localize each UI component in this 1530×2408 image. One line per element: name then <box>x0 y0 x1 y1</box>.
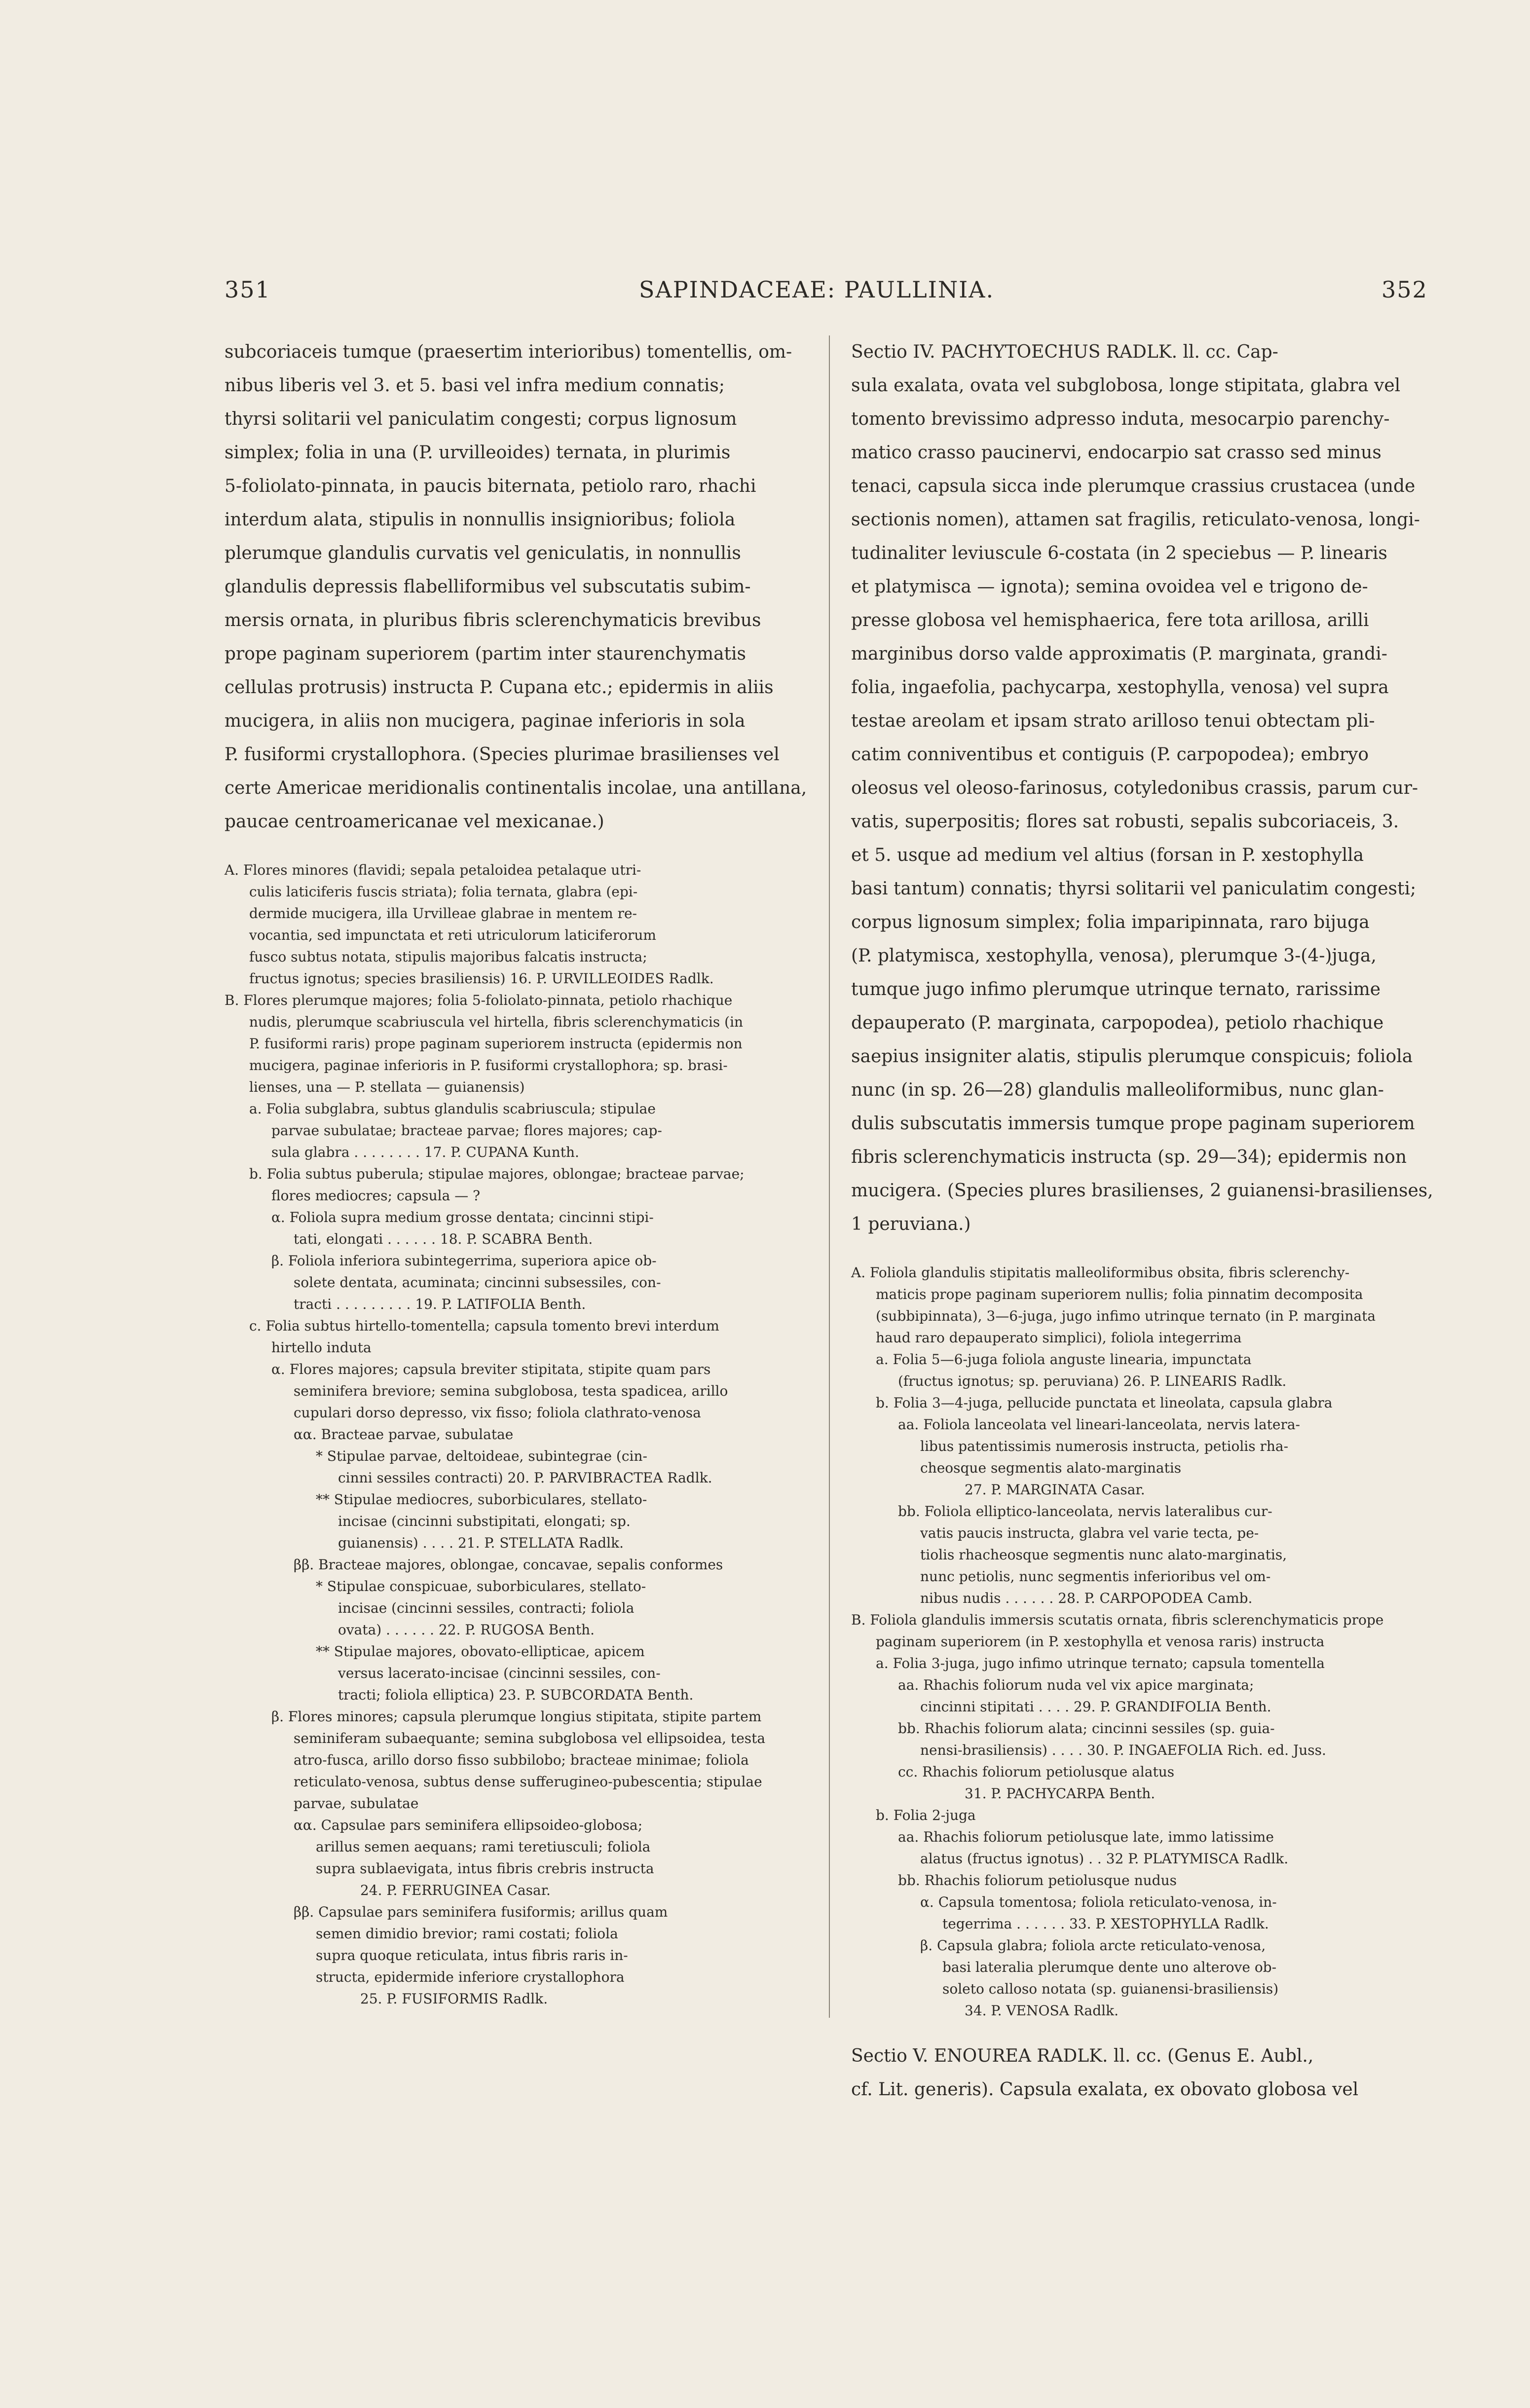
key-line: haud raro depauperato simplici), foliola integerrima <box>876 1330 1242 1346</box>
text-line: P. fusiformi crystallophora. (Species plurimae brasilienses vel <box>224 744 780 765</box>
sectio-v-paragraph <box>851 2039 1433 2107</box>
key-line: structa, epidermide inferiore crystallophora <box>316 1969 625 1985</box>
key-line: αα. Capsulae pars seminifera ellipsoideo-globosa; <box>294 1817 643 1833</box>
key-line: cupulari dorso depresso, vix fisso; foliola clathrato-venosa <box>294 1405 701 1421</box>
key-line: semen dimidio brevior; rami costati; foliola <box>316 1926 618 1942</box>
key-line: β. Foliola inferiora subintegerrima, superiora apice ob- <box>271 1253 657 1269</box>
key-line: * Stipulae parvae, deltoideae, subintegrae (cin- <box>316 1448 647 1464</box>
key-line: * Stipulae conspicuae, suborbiculares, stellato- <box>316 1578 646 1594</box>
text-line: certe Americae meridionalis continentalis incolae, una antillana, <box>224 778 807 798</box>
text-line: 1 peruviana.) <box>851 1214 971 1234</box>
text-line: folia, ingaefolia, pachycarpa, xestophylla, venosa) vel supra <box>851 677 1389 698</box>
key-line: β. Flores minores; capsula plerumque longius stipitata, stipite partem <box>271 1708 762 1725</box>
text-line: basi tantum) connatis; thyrsi solitarii vel paniculatim congesti; <box>851 879 1417 899</box>
right-species-key <box>851 1262 1433 2022</box>
text-line: Sectio IV. PACHYTOECHUS RADLK. ll. cc. Cap- <box>851 342 1278 362</box>
key-line: sula glabra . . . . . . . . 17. P. CUPANA Kunth. <box>271 1144 579 1160</box>
key-line: c. Folia subtus hirtello-tomentella; capsula tomento brevi interdum <box>249 1318 719 1334</box>
key-line: tracti; foliola elliptica) 23. P. SUBCORDATA Benth. <box>338 1687 694 1703</box>
key-line: alatus (fructus ignotus) . . 32 P. PLATYMISCA Radlk. <box>920 1851 1289 1867</box>
key-line: lienses, una — P. stellata — guianensis) <box>249 1079 525 1095</box>
text-line: cellulas protrusis) instructa P. Cupana etc.; epidermis in aliis <box>224 677 774 698</box>
text-line: interdum alata, stipulis in nonnullis insignioribus; foliola <box>224 510 736 530</box>
text-line: testae areolam et ipsam strato arilloso tenui obtectam pli- <box>851 711 1375 731</box>
key-line: reticulato-venosa, subtus dense sufferugineo-pubescentia; stipulae <box>294 1774 762 1790</box>
text-line: matico crasso paucinervi, endocarpio sat crasso sed minus <box>851 443 1381 463</box>
key-line: 27. P. MARGINATA Casar. <box>965 1482 1145 1498</box>
text-line: et platymisca — ignota); semina ovoidea vel e trigono de- <box>851 577 1368 597</box>
key-line: fructus ignotus; species brasiliensis) 16. P. URVILLEOIDES Radlk. <box>249 970 714 987</box>
key-line: P. fusiformi raris) prope paginam superiorem instructa (epidermis non <box>249 1036 743 1052</box>
key-line: nensi-brasiliensis) . . . . 30. P. INGAEFOLIA Rich. ed. Juss. <box>920 1742 1326 1758</box>
key-line: arillus semen aequans; rami teretiusculi; foliola <box>316 1839 651 1855</box>
key-line: libus patentissimis numerosis instructa, petiolis rha- <box>920 1438 1289 1454</box>
key-line: A. Flores minores (flavidi; sepala petaloidea petalaque utri- <box>224 862 641 878</box>
key-line: tracti . . . . . . . . . 19. P. LATIFOLIA Benth. <box>294 1296 586 1312</box>
key-line: B. Foliola glandulis immersis scutatis ornata, fibris sclerenchymaticis prope <box>851 1612 1384 1628</box>
text-line: mucigera. (Species plures brasilienses, 2 guianensi-brasilienses, <box>851 1181 1433 1201</box>
key-line: nudis, plerumque scabriuscula vel hirtella, fibris sclerenchymaticis (in <box>249 1014 744 1030</box>
key-line: B. Flores plerumque majores; folia 5-foliolato-pinnata, petiolo rhachique <box>224 992 733 1008</box>
key-line: 24. P. FERRUGINEA Casar. <box>360 1882 551 1898</box>
text-line: cf. Lit. generis). Capsula exalata, ex obovato globosa vel <box>851 2079 1359 2100</box>
key-line: 31. P. PACHYCARPA Benth. <box>965 1785 1156 1802</box>
key-line: versus lacerato-incisae (cincinni sessiles, con- <box>338 1665 661 1681</box>
text-line: dulis subscutatis immersis tumque prope paginam superiorem <box>851 1113 1415 1134</box>
key-line: paginam superiorem (in P. xestophylla et venosa raris) instructa <box>876 1633 1325 1650</box>
text-line: vatis, superpositis; flores sat robusti, sepalis subcoriaceis, 3. <box>851 812 1399 832</box>
key-line: hirtello induta <box>271 1339 372 1356</box>
key-line: 25. P. FUSIFORMIS Radlk. <box>360 1991 548 2007</box>
key-line: seminifera breviore; semina subglobosa, testa spadicea, arillo <box>294 1383 728 1399</box>
key-line: dermide mucigera, illa Urvilleae glabrae in mentem re- <box>249 905 637 922</box>
text-line: paucae centroamericanae vel mexicanae.) <box>224 812 604 832</box>
key-line: tati, elongati . . . . . . 18. P. SCABRA Benth. <box>294 1231 593 1247</box>
key-line: vatis paucis instructa, glabra vel varie tecta, pe- <box>920 1525 1259 1541</box>
key-line: (fructus ignotus; sp. peruviana) 26. P. LINEARIS Radlk. <box>898 1373 1287 1389</box>
text-line: Sectio V. ENOUREA RADLK. ll. cc. (Genus E. Aubl., <box>851 2046 1314 2066</box>
page-number-left: 351 <box>224 276 271 303</box>
key-line: bb. Rhachis foliorum petiolusque nudus <box>898 1872 1177 1889</box>
key-line: bb. Foliola elliptico-lanceolata, nervis lateralibus cur- <box>898 1503 1272 1519</box>
key-line: supra sublaevigata, intus fibris crebris instructa <box>316 1860 654 1877</box>
text-line: tomento brevissimo adpresso induta, mesocarpio parenchy- <box>851 409 1390 429</box>
key-line: b. Folia 3—4-juga, pellucide punctata et lineolata, capsula glabra <box>876 1395 1333 1411</box>
key-line: guianensis) . . . . 21. P. STELLATA Radlk. <box>338 1535 624 1551</box>
key-line: basi lateralia plerumque dente uno alterove ob- <box>942 1959 1277 1975</box>
key-line: α. Flores majores; capsula breviter stipitata, stipite quam pars <box>271 1361 711 1377</box>
key-line: aa. Foliola lanceolata vel lineari-lanceolata, nervis latera- <box>898 1416 1301 1433</box>
left-species-key <box>224 859 766 2010</box>
left-column <box>224 335 807 2010</box>
text-line: tenaci, capsula sicca inde plerumque crassius crustacea (unde <box>851 476 1416 496</box>
key-line: incisae (cincinni substipitati, elongati; sp. <box>338 1513 631 1529</box>
text-line: corpus lignosum simplex; folia imparipinnata, raro bijuga <box>851 912 1370 932</box>
key-line: atro-fusca, arillo dorso fisso subbilobo; bracteae minimae; foliola <box>294 1752 749 1768</box>
key-line: ββ. Capsulae pars seminifera fusiformis; arillus quam <box>294 1904 668 1920</box>
key-line: 34. P. VENOSA Radlk. <box>965 2002 1119 2019</box>
key-line: mucigera, paginae inferioris in P. fusiformi crystallophora; sp. brasi- <box>249 1057 728 1074</box>
key-line: b. Folia subtus puberula; stipulae majores, oblongae; bracteae parvae; <box>249 1166 745 1182</box>
page-number-right: 352 <box>1381 276 1428 303</box>
text-line: mucigera, in aliis non mucigera, paginae inferioris in sola <box>224 711 746 731</box>
text-line: oleosus vel oleoso-farinosus, cotyledonibus crassis, parum cur- <box>851 778 1418 798</box>
right-column <box>851 335 1433 2107</box>
key-line: α. Foliola supra medium grosse dentata; cincinni stipi- <box>271 1209 654 1225</box>
key-line: incisae (cincinni sessiles, contracti; foliola <box>338 1600 634 1616</box>
key-line: (subbipinnata), 3—6-juga, jugo infimo utrinque ternato (in P. marginata <box>876 1308 1376 1324</box>
text-line: glandulis depressis flabelliformibus vel subscutatis subim- <box>224 577 751 597</box>
key-line: cinni sessiles contracti) 20. P. PARVIBRACTEA Radlk. <box>338 1470 712 1486</box>
key-line: nunc petiolis, nunc segmentis inferioribus vel om- <box>920 1568 1271 1585</box>
key-line: seminiferam subaequante; semina subglobosa vel ellipsoidea, testa <box>294 1730 766 1746</box>
key-line: A. Foliola glandulis stipitatis malleoliformibus obsita, fibris sclerenchy- <box>851 1264 1350 1281</box>
text-line: nunc (in sp. 26—28) glandulis malleoliformibus, nunc glan- <box>851 1080 1384 1100</box>
sectio-iv-paragraph <box>851 335 1433 1241</box>
key-line: tiolis rhacheosque segmentis nunc alato-marginatis, <box>920 1547 1287 1563</box>
text-line: presse globosa vel hemisphaerica, fere tota arillosa, arilli <box>851 610 1369 630</box>
text-line: thyrsi solitarii vel paniculatim congesti; corpus lignosum <box>224 409 737 429</box>
key-line: tegerrima . . . . . . 33. P. XESTOPHYLLA Radlk. <box>942 1916 1269 1932</box>
text-line: sectionis nomen), attamen sat fragilis, reticulato-venosa, longi- <box>851 510 1420 530</box>
text-line: sula exalata, ovata vel subglobosa, longe stipitata, glabra vel <box>851 375 1401 396</box>
key-line: ** Stipulae majores, obovato-ellipticae, apicem <box>316 1643 645 1660</box>
key-line: a. Folia 5—6-juga foliola anguste linearia, impunctata <box>876 1351 1252 1368</box>
key-line: supra quoque reticulata, intus fibris raris in- <box>316 1947 628 1963</box>
key-line: cincinni stipitati . . . . 29. P. GRANDIFOLIA Benth. <box>920 1699 1271 1715</box>
text-line: saepius insigniter alatis, stipulis plerumque conspicuis; foliola <box>851 1046 1413 1067</box>
text-line: marginibus dorso valde approximatis (P. marginata, grandi- <box>851 644 1387 664</box>
left-intro-paragraph <box>224 335 807 839</box>
key-line: aa. Rhachis foliorum petiolusque late, immo latissime <box>898 1829 1274 1845</box>
key-line: vocantia, sed impunctata et reti utriculorum laticiferorum <box>249 927 656 943</box>
key-line: ββ. Bracteae majores, oblongae, concavae, sepalis conformes <box>294 1556 723 1573</box>
key-line: ovata) . . . . . . 22. P. RUGOSA Benth. <box>338 1622 595 1638</box>
text-line: fibris sclerenchymaticis instructa (sp. 29—34); epidermis non <box>851 1147 1407 1167</box>
key-line: flores mediocres; capsula — ? <box>271 1187 481 1204</box>
running-title: SAPINDACEAE: PAULLINIA. <box>639 276 995 303</box>
text-line: mersis ornata, in pluribus fibris sclerenchymaticis brevibus <box>224 610 761 630</box>
column-divider <box>829 335 830 2018</box>
text-line: depauperato (P. marginata, carpopodea), petiolo rhachique <box>851 1013 1384 1033</box>
key-line: bb. Rhachis foliorum alata; cincinni sessiles (sp. guia- <box>898 1720 1275 1737</box>
key-line: solete dentata, acuminata; cincinni subsessiles, con- <box>294 1274 661 1291</box>
key-line: fusco subtus notata, stipulis majoribus falcatis instructa; <box>249 949 647 965</box>
text-line: subcoriaceis tumque (praesertim interioribus) tomentellis, om- <box>224 342 792 362</box>
key-line: cc. Rhachis foliorum petiolusque alatus <box>898 1764 1175 1780</box>
key-line: α. Capsula tomentosa; foliola reticulato-venosa, in- <box>920 1894 1277 1910</box>
key-line: a. Folia subglabra, subtus glandulis scabriuscula; stipulae <box>249 1101 656 1117</box>
text-line: nibus liberis vel 3. et 5. basi vel infra medium connatis; <box>224 375 725 396</box>
key-line: maticis prope paginam superiorem nullis; folia pinnatim decomposita <box>876 1286 1363 1302</box>
key-line: b. Folia 2-juga <box>876 1807 976 1823</box>
text-line: plerumque glandulis curvatis vel geniculatis, in nonnullis <box>224 543 741 563</box>
text-line: tumque jugo infimo plerumque utrinque ternato, rarissime <box>851 979 1381 1000</box>
key-line: ** Stipulae mediocres, suborbiculares, stellato- <box>316 1491 647 1508</box>
text-line: et 5. usque ad medium vel altius (forsan in P. xestophylla <box>851 845 1364 865</box>
key-line: αα. Bracteae parvae, subulatae <box>294 1426 514 1443</box>
key-line: parvae subulatae; bracteae parvae; flores majores; cap- <box>271 1122 662 1139</box>
text-line: prope paginam superiorem (partim inter staurenchymatis <box>224 644 746 664</box>
key-line: cheosque segmentis alato-marginatis <box>920 1460 1182 1476</box>
key-line: aa. Rhachis foliorum nuda vel vix apice marginata; <box>898 1677 1254 1693</box>
text-line: simplex; folia in una (P. urvilleoides) ternata, in plurimis <box>224 443 731 463</box>
text-line: (P. platymisca, xestophylla, venosa), plerumque 3-(4-)juga, <box>851 946 1377 966</box>
key-line: parvae, subulatae <box>294 1795 419 1812</box>
key-line: a. Folia 3-juga, jugo infimo utrinque ternato; capsula tomentella <box>876 1655 1325 1671</box>
key-line: β. Capsula glabra; foliola arcte reticulato-venosa, <box>920 1937 1266 1954</box>
key-line: nibus nudis . . . . . . 28. P. CARPOPODEA Camb. <box>920 1590 1253 1606</box>
text-line: tudinaliter leviuscule 6-costata (in 2 speciebus — P. linearis <box>851 543 1387 563</box>
text-line: catim conniventibus et contiguis (P. carpopodea); embryo <box>851 744 1369 765</box>
text-line: 5-foliolato-pinnata, in paucis biternata, petiolo raro, rhachi <box>224 476 756 496</box>
key-line: culis laticiferis fuscis striata); folia ternata, glabra (epi- <box>249 884 638 900</box>
key-line: soleto calloso notata (sp. guianensi-brasiliensis) <box>942 1981 1279 1997</box>
